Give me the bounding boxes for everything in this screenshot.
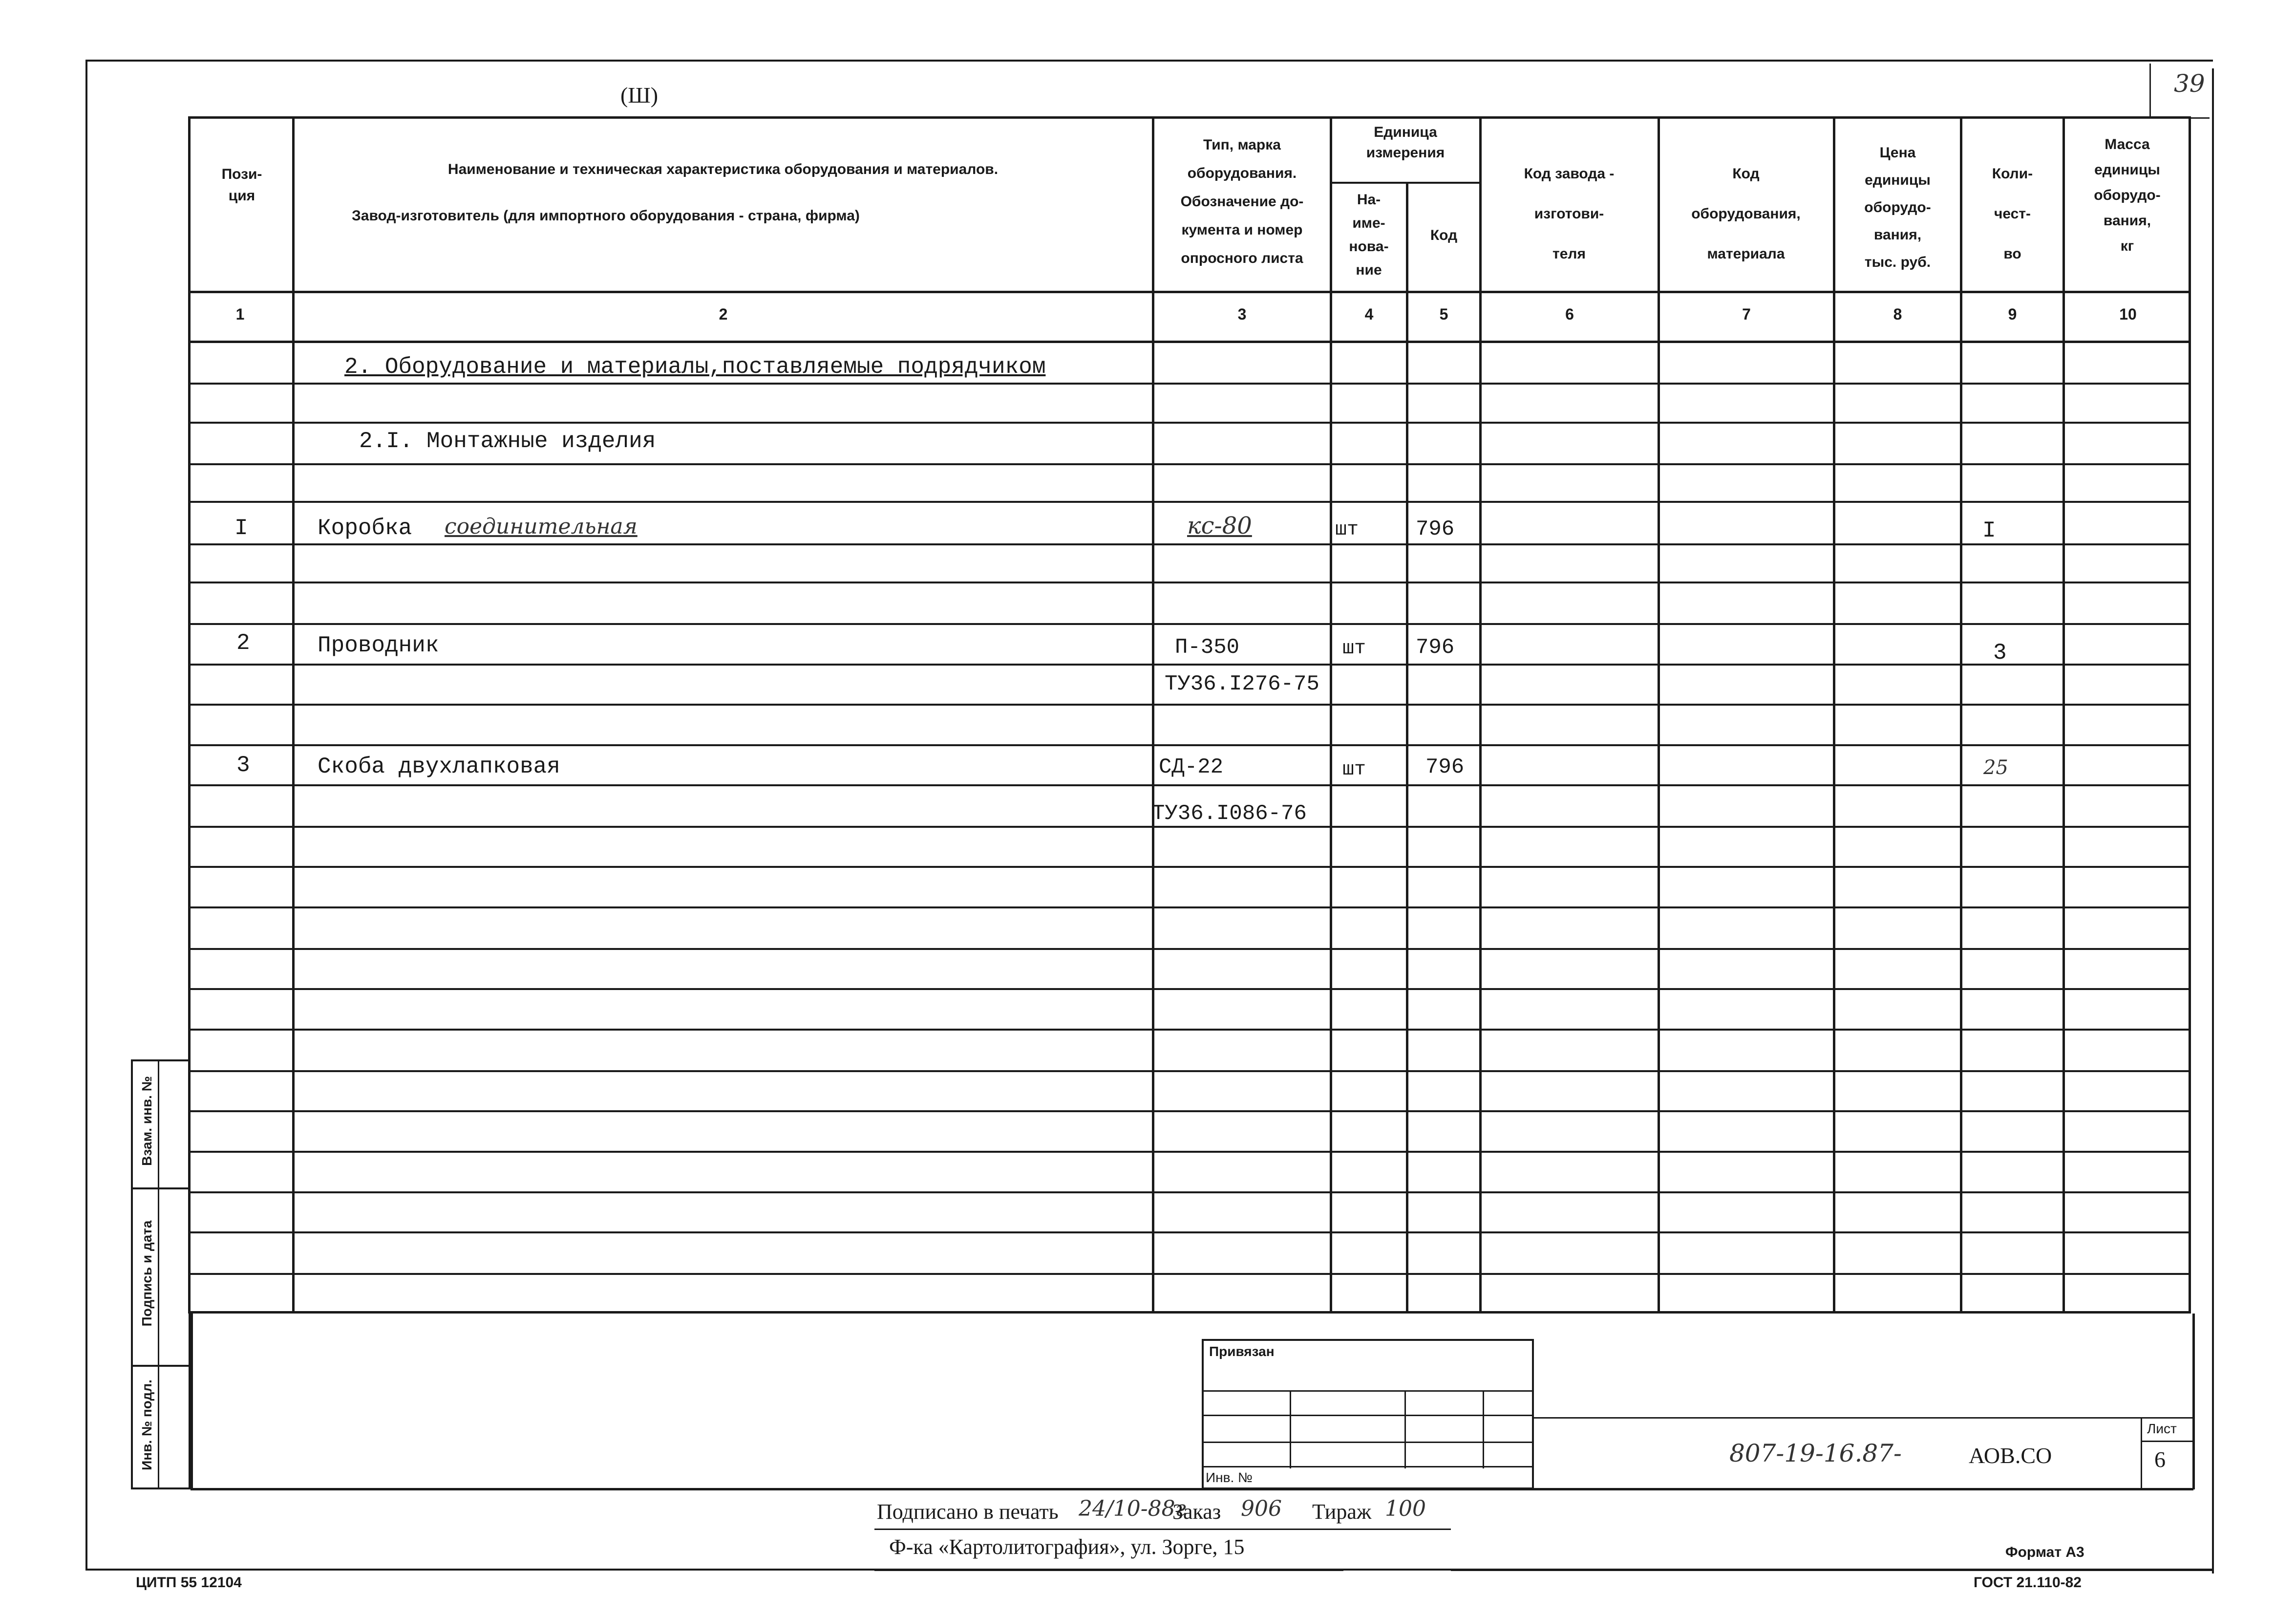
row-line (188, 1151, 2191, 1153)
stamp-right-line (2192, 1314, 2195, 1489)
col-num-1: 1 (235, 305, 245, 323)
privyazan-line (1202, 1442, 1534, 1443)
header-mass: Масса единицы оборудо- вания, кг (2094, 136, 2161, 254)
frame-left (85, 60, 87, 1570)
row-line (188, 1231, 2191, 1233)
imprint-line2 (874, 1570, 1343, 1571)
col-line (1479, 116, 1482, 1314)
col-num-10: 10 (2119, 305, 2137, 323)
row-line (188, 543, 2191, 545)
row2-code: 796 (1416, 635, 1455, 660)
row-line (188, 623, 2191, 625)
col-line (1960, 116, 1962, 1314)
col-line (1406, 182, 1408, 1314)
header-type: Тип, марка оборудования. Обозначение до- кумента и номер опросного листа (1180, 137, 1304, 266)
inv-label: Инв. № (1206, 1470, 1253, 1485)
doc-code: АОВ.СО (1969, 1443, 2052, 1468)
header-equipment-code: Код оборудования, материала (1691, 166, 1801, 262)
col-num-7: 7 (1742, 305, 1751, 323)
row1-type: кс-80 (1187, 512, 1252, 539)
header-quantity: Коли- чест- во (1992, 166, 2033, 262)
col-num-2: 2 (719, 305, 728, 323)
corner-mark: 39 (2174, 69, 2205, 98)
row2-unit: шт (1342, 638, 1366, 660)
header-factory-code: Код завода - изготови- теля (1524, 166, 1615, 262)
row3-code: 796 (1425, 755, 1465, 779)
row3-type: СД-22 (1159, 755, 1224, 779)
row-line (188, 948, 2191, 950)
row2-position: 2 (236, 630, 250, 656)
header-bottom-line (188, 291, 2191, 293)
col-line (1833, 116, 1835, 1314)
row-line (188, 1273, 2191, 1275)
row2-type: П-350 (1175, 635, 1240, 660)
sheet-mark: (Ш) (620, 83, 659, 108)
row-line (188, 582, 2191, 583)
subsection-title: 2.I. Монтажные изделия (359, 429, 656, 454)
row-line (188, 1029, 2191, 1031)
header-name-line1: Наименование и техническая характеристика оборудования и материалов. (447, 161, 999, 177)
footer-gost: ГОСТ 21.110-82 (1974, 1574, 2082, 1591)
side-label-vzam: Взам. инв. № (139, 1076, 154, 1166)
sheet-box-mid (2141, 1441, 2193, 1442)
row3-position: 3 (236, 753, 250, 778)
header-unit-code: Код (1430, 227, 1458, 243)
row3-unit: шт (1342, 759, 1366, 781)
row3-doc: ТУ36.I086-76 (1152, 801, 1307, 826)
privyazan-line (1202, 1466, 1534, 1467)
col-num-3: 3 (1237, 305, 1247, 323)
row1-qty: I (1982, 518, 1996, 543)
header-unit: Единица измерения (1366, 124, 1445, 161)
row3-name: Скоба двухлапковая (318, 754, 560, 779)
header-price: Цена единицы оборудо- вания, тыс. руб. (1864, 145, 1931, 270)
row-line (188, 501, 2191, 503)
row-line (188, 1070, 2191, 1072)
doc-code-handwritten: 807-19-16.87- (1729, 1439, 1902, 1467)
col-line (1658, 116, 1660, 1314)
unit-split-line (1330, 182, 1479, 184)
col-num-5: 5 (1439, 305, 1448, 323)
side-divider (131, 1187, 191, 1189)
privyazan-col (1290, 1390, 1291, 1468)
row1-code: 796 (1416, 517, 1455, 541)
row-line (188, 422, 2191, 424)
imprint-tirazh: Тираж (1312, 1500, 1372, 1524)
privyazan-line (1202, 1415, 1534, 1416)
imprint-order: Заказ (1172, 1500, 1221, 1524)
stamp-bottom-line (191, 1488, 2193, 1490)
imprint-order-no: 906 (1241, 1496, 1282, 1521)
row-line (188, 826, 2191, 828)
header-position: Пози- ция (221, 166, 262, 204)
imprint-date: 24/10-88г (1079, 1496, 1186, 1521)
col-line (1152, 116, 1154, 1314)
row3-qty: 25 (1983, 756, 2008, 779)
bottom-right-line (1451, 1570, 2213, 1571)
footer-left: ЦИТП 55 12104 (136, 1574, 242, 1591)
privyazan-line (1202, 1390, 1534, 1392)
section-title: 2. Оборудование и материалы,поставляемые подрядчиком (344, 354, 1046, 380)
row-line (188, 744, 2191, 746)
side-label-sign: Подпись и дата (139, 1220, 154, 1327)
row1-position: I (234, 516, 248, 541)
row1-name: Коробка (318, 516, 412, 541)
row-line (188, 1191, 2191, 1193)
row1-unit: шт (1335, 519, 1359, 541)
row-line (188, 704, 2191, 706)
imprint-tirazh-no: 100 (1385, 1496, 1426, 1521)
sheet-number: 6 (2154, 1447, 2166, 1472)
row-line (188, 383, 2191, 385)
privyazan-label: Привязан (1209, 1344, 1275, 1359)
imprint-factory: Ф-ка «Картолитография», ул. Зорге, 15 (889, 1535, 1245, 1559)
col-num-9: 9 (2008, 305, 2017, 323)
imprint-line (874, 1529, 1451, 1530)
header-unit-name: На- име- нова- ние (1349, 192, 1389, 278)
privyazan-col (1404, 1390, 1406, 1468)
side-label-inv: Инв. № подл. (139, 1379, 154, 1470)
row2-doc: ТУ36.I276-75 (1165, 672, 1319, 696)
header-name-line2: Завод-изготовитель (для импортного оборудования - страна, фирма) (352, 208, 860, 224)
row-line (188, 866, 2191, 868)
footer-format: Формат А3 (2005, 1544, 2084, 1560)
spec-table (188, 116, 2191, 1314)
imprint-signed: Подписано в печать (877, 1500, 1059, 1524)
row-line (188, 664, 2191, 666)
row-line (188, 784, 2191, 786)
side-col-divider (158, 1059, 159, 1489)
frame-top (85, 60, 2213, 62)
col-num-4: 4 (1364, 305, 1374, 323)
row2-qty: 3 (1993, 640, 2007, 666)
col-line (292, 116, 295, 1314)
code-box-top (1534, 1417, 2193, 1419)
sheet-box-left (2141, 1417, 2142, 1489)
row2-name: Проводник (318, 633, 439, 658)
col-line (2062, 116, 2065, 1314)
privyazan-col (1483, 1390, 1484, 1468)
sheet-label: Лист (2147, 1421, 2177, 1436)
numbers-bottom-line (188, 341, 2191, 343)
row-line (188, 1110, 2191, 1112)
col-num-6: 6 (1565, 305, 1574, 323)
frame-right (2212, 68, 2214, 1573)
row-line (188, 463, 2191, 465)
row1-name-handwritten: соединительная (445, 514, 638, 539)
row-line (188, 988, 2191, 990)
col-num-8: 8 (1893, 305, 1902, 323)
col-line (1330, 116, 1332, 1314)
stamp-left-line (191, 1314, 193, 1489)
row-line (188, 906, 2191, 908)
